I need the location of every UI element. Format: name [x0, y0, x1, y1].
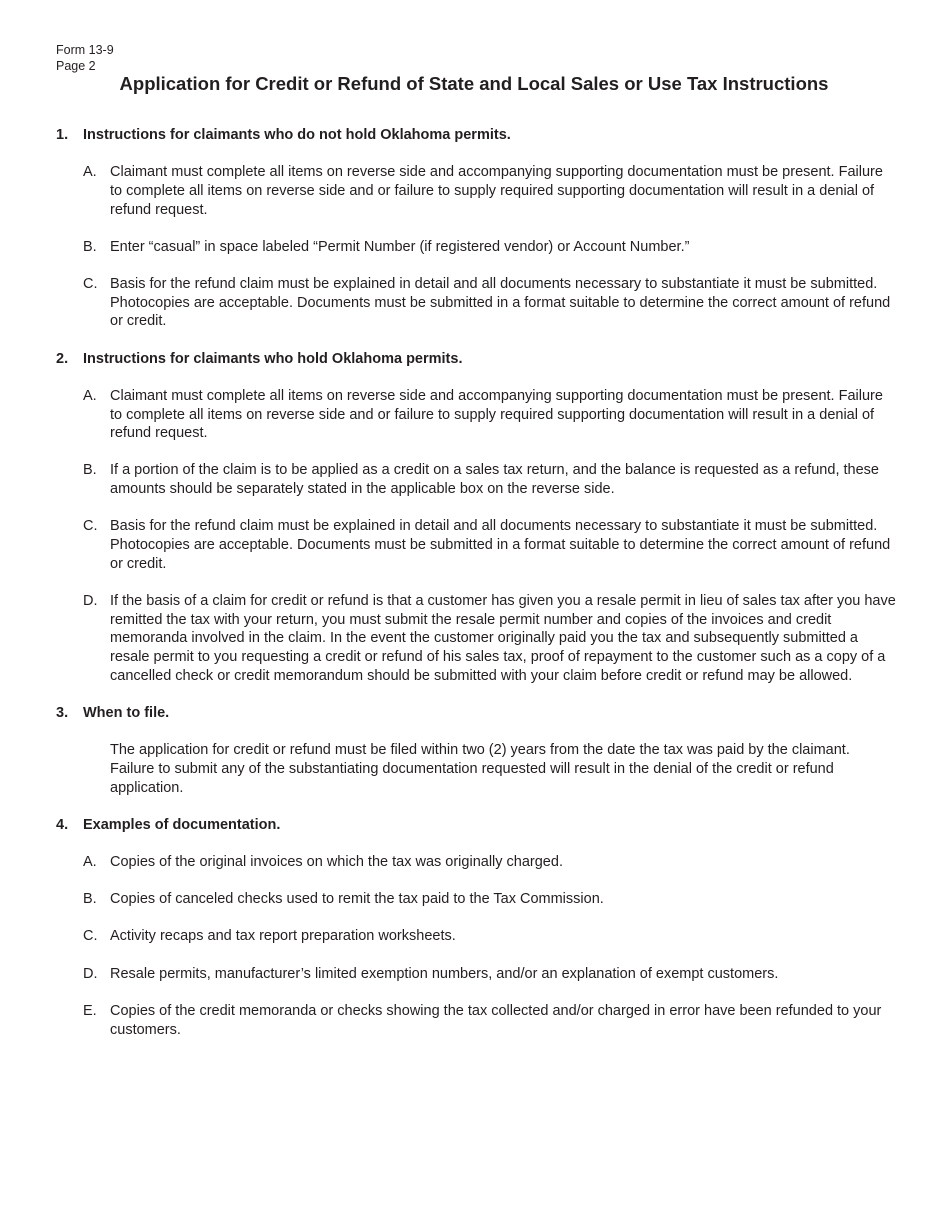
list-item	[83, 890, 896, 909]
item-text: Claimant must complete all items on reverse side and accompanying supporting documentation must be present. Failure to complete all items on reverse side and or failure to supply required supporting documentation will result in a denial of refund request.	[110, 387, 883, 442]
item-text: Basis for the refund claim must be explained in detail and all documents necessary to substantiate it must be submitted. Photocopies are acceptable. Documents must be submitted in a format suitable to determine the correct amount of refund or credit.	[110, 518, 891, 572]
page-title	[0, 73, 950, 95]
section-title: Instructions for claimants who do not hold Oklahoma permits.	[83, 127, 511, 143]
section-heading	[56, 350, 896, 369]
item-letter: E.	[83, 1002, 97, 1019]
list-item	[83, 927, 896, 946]
list-item	[83, 853, 896, 872]
item-text: Resale permits, manufacturer’s limited exemption numbers, and/or an explanation of exempt customers.	[110, 965, 779, 982]
list-item	[83, 238, 896, 257]
section-items	[83, 387, 896, 686]
list-item	[83, 965, 896, 984]
item-letter: A.	[83, 853, 97, 870]
section-heading	[56, 126, 896, 145]
page-title-text: Application for Credit or Refund of State and Local Sales or Use Tax Instructions	[119, 73, 829, 94]
section-2	[56, 350, 896, 686]
item-letter: B.	[83, 238, 97, 255]
section-title: Examples of documentation.	[83, 816, 281, 833]
instructions-body	[56, 126, 896, 1058]
item-text: If a portion of the claim is to be applied as a credit on a sales tax return, and the balance is requested as a refund, these amounts should be separately stated in the applicable box on the reverse side.	[110, 462, 879, 498]
section-number: 3.	[56, 704, 69, 721]
item-letter: C.	[83, 928, 98, 945]
page-number: Page 2	[56, 58, 96, 73]
section-3	[56, 704, 896, 797]
list-item	[83, 1002, 896, 1039]
item-letter: D.	[83, 965, 98, 982]
item-letter: A.	[83, 387, 97, 404]
section-title: Instructions for claimants who hold Oklahoma permits.	[83, 350, 463, 367]
list-item	[83, 592, 896, 686]
item-letter: C.	[83, 276, 98, 293]
item-text: Activity recaps and tax report preparation worksheets.	[110, 928, 456, 945]
item-text: Copies of canceled checks used to remit the tax paid to the Tax Commission.	[110, 891, 604, 908]
section-paragraph: The application for credit or refund must be filed within two (2) years from the date the tax was paid by the claimant. Failure to submit any of the substantiating documentation requested will result in the denial of the credit or refund application.	[110, 742, 850, 796]
item-text: Claimant must complete all items on reverse side and accompanying supporting documentation must be present. Failure to complete all items on reverse side and or failure to supply required supporting documentation will result in a denial of refund request.	[110, 164, 883, 218]
item-letter: B.	[83, 462, 97, 479]
section-number: 1.	[56, 127, 69, 143]
item-text: If the basis of a claim for credit or refund is that a customer has given you a resale permit in lieu of sales tax after you have remitted the tax with your return, you must submit the resale permit number and copies of the invoices and credit memoranda involved in the claim. In the event the customer originally paid you the tax and subsequently submitted a resale permit to you requesting a credit or refund of his sales tax, proof of repayment to the customer such as a copy of a cancelled check or credit memorandum should be submitted with your claim before credit or refund may be allowed.	[110, 592, 896, 684]
section-number: 2.	[56, 350, 69, 367]
section-1	[56, 126, 896, 331]
item-text: Copies of the credit memoranda or checks showing the tax collected and/or charged in error have been refunded to your customers.	[110, 1002, 882, 1038]
section-heading	[56, 816, 896, 835]
list-item	[83, 275, 896, 331]
list-item	[83, 517, 896, 573]
item-letter: A.	[83, 164, 97, 181]
item-letter: B.	[83, 891, 97, 908]
list-item	[83, 461, 896, 498]
form-number: Form 13-9	[56, 43, 114, 57]
form-identifier	[56, 43, 114, 74]
list-item	[83, 387, 896, 443]
section-title: When to file.	[83, 704, 170, 721]
section-heading	[56, 704, 896, 723]
item-text: Copies of the original invoices on which the tax was originally charged.	[110, 853, 563, 870]
item-text: Basis for the refund claim must be explained in detail and all documents necessary to substantiate it must be submitted. Photocopies are acceptable. Documents must be submitted in a format suitable to determine the correct amount of refund or credit.	[110, 276, 891, 330]
section-items	[83, 853, 896, 1039]
item-letter: D.	[83, 592, 98, 609]
section-items	[83, 163, 896, 331]
section-4	[56, 816, 896, 1039]
list-item	[83, 163, 896, 219]
item-text: Enter “casual” in space labeled “Permit Number (if registered vendor) or Account Number.”	[110, 238, 690, 255]
item-letter: C.	[83, 518, 98, 535]
section-number: 4.	[56, 816, 69, 833]
